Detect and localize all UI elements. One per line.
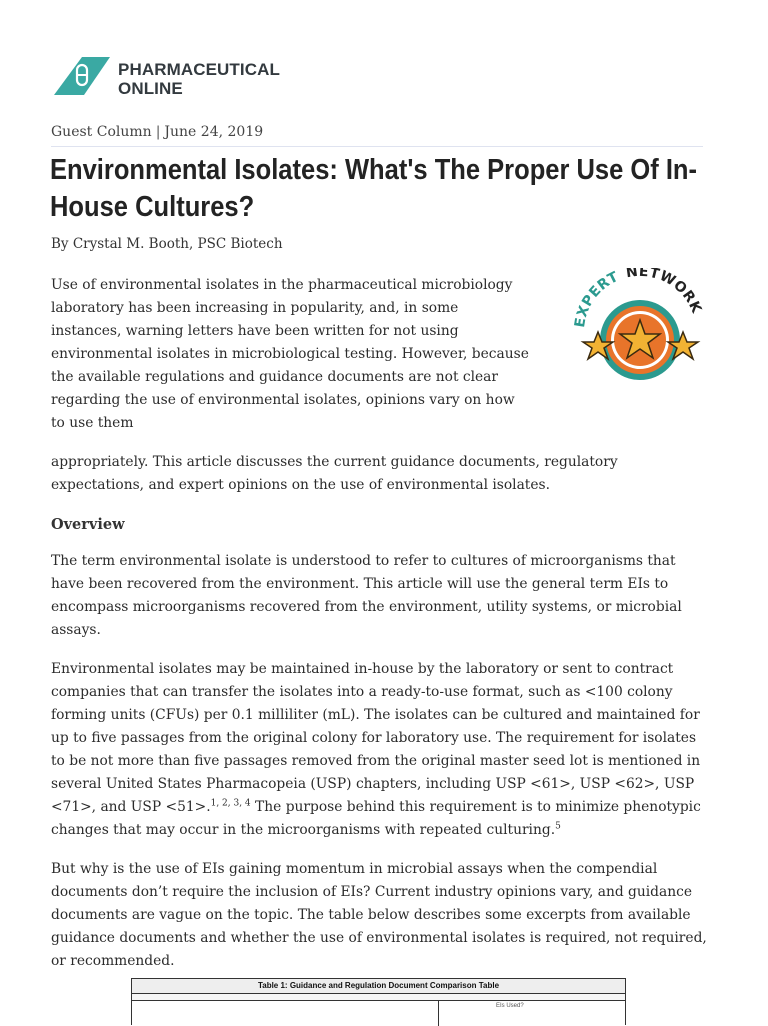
overview-paragraph-2-continued: The purpose behind this requirement is to minimize phenotypic changes that may occur in the microorganisms with repeated culturing. [51, 799, 701, 838]
table-column-label: EIs Used? [496, 1003, 524, 1009]
badge-word-1: EXPERT [572, 268, 622, 329]
byline: By Crystal M. Booth, PSC Biotech [51, 236, 283, 252]
section-heading-overview: Overview [51, 516, 125, 533]
intro-paragraph: Use of environmental isolates in the pharmaceutical microbiology laboratory has been increasing in popularity, and, in some instances, warning letters have been written for not using environmental isolates in microbiological testing. However, because the available regulations and guidance documents are not clear regarding the use of environmental isolates, opinions vary on how to use them [51, 277, 529, 431]
table-header-row [132, 994, 625, 1001]
overview-paragraph-2-text: Environmental isolates may be maintained in-house by the laboratory or sent to contract companies that can transfer the isolates into a ready-to-use format, such as <100 colony forming units (CFUs) per 0.1 milliliter (mL). The isolates can be cultured and maintained for up to five passages from the original colony for laboratory use. The requirement for isolates to be not more than five passages removed from the original master seed lot is mentioned in several United States Pharmacopeia (USP) chapters, including USP <61>, USP <62>, USP <71>, and USP <51>. [51, 661, 701, 815]
pharmaceutical-online-logo[interactable] [54, 55, 294, 99]
category-link[interactable]: Guest Column [51, 124, 152, 140]
article-body [51, 274, 711, 989]
brand-line-1: PHARMACEUTICAL [118, 60, 280, 79]
table-row [132, 1001, 625, 1026]
table-title: Table 1: Guidance and Regulation Document Comparison Table [132, 979, 625, 994]
intro-paragraph-tail: appropriately. This article discusses the current guidance documents, regulatory expectations, and expert opinions on the use of environmental isolates. [51, 454, 618, 493]
brand-line-2: ONLINE [118, 79, 183, 98]
footnote-refs-1-4[interactable]: 1, 2, 3, 4 [210, 798, 251, 809]
publish-date: June 24, 2019 [164, 124, 264, 140]
badge-word-2: NETWORK [625, 268, 705, 316]
pill-diamond-icon [54, 55, 114, 99]
meta-separator: | [155, 124, 161, 140]
article-meta [51, 124, 703, 147]
comparison-table-image [131, 978, 626, 1025]
table-column-divider [438, 1001, 439, 1026]
overview-paragraph-3: But why is the use of EIs gaining momentum in microbial assays when the compendial documents don’t require the inclusion of EIs? Current industry opinions vary, and guidance documents are vague on the topic. The table below describes some excerpts from available guidance documents and whether the use of environmental isolates is required, not required, or recommended. [51, 861, 707, 969]
article-title: Environmental Isolates: What's The Proper Use Of In-House Cultures? [50, 154, 698, 223]
overview-paragraph-2 [51, 658, 711, 842]
footnote-ref-5[interactable]: 5 [555, 821, 561, 832]
overview-paragraph-1: The term environmental isolate is understood to refer to cultures of microorganisms that have been recovered from the environment. This article will use the general term EIs to encompass microorganisms recovered from the environment, utility systems, or microbial assays. [51, 553, 682, 638]
